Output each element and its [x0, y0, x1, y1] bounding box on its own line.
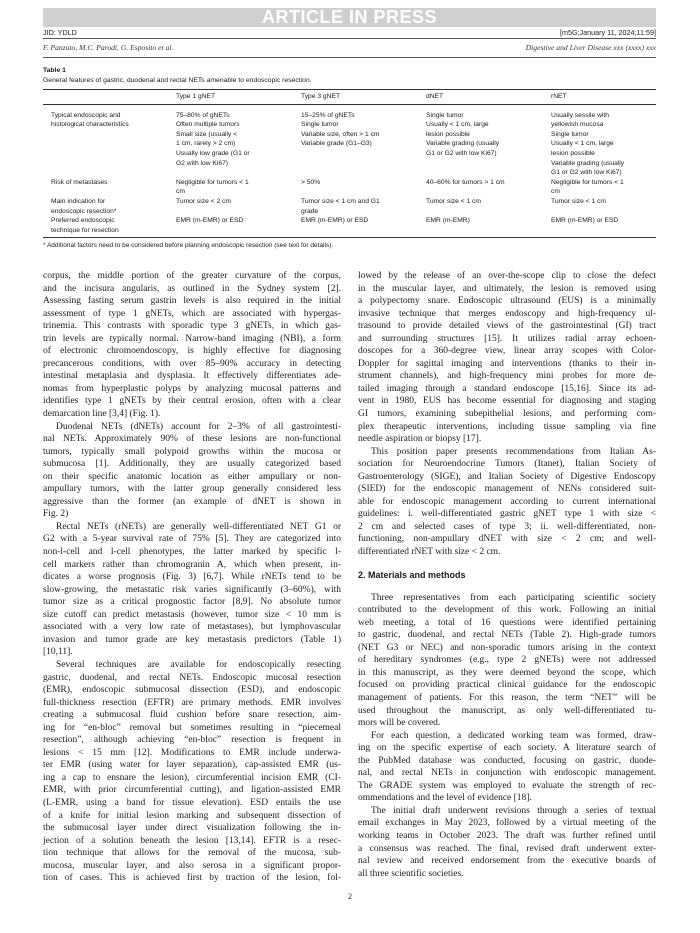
table-row-label — [43, 104, 176, 178]
cell-line: Usually < 1 cm, large — [426, 121, 489, 129]
header-rule — [43, 38, 656, 39]
cell-line: Often multiple tumors — [176, 121, 240, 129]
text-line: tumors, typically small polypoid growths within the mucosa or — [43, 446, 341, 457]
text-line: and surrounding structures [15]. It utilizes radial array echoen- — [358, 333, 656, 344]
text-line: the submucosal layer under direct visualization following the in- — [43, 823, 341, 834]
cell-line: Single tumor — [426, 111, 464, 119]
cell-line: histological characteristics — [51, 121, 129, 129]
text-line: nal, and rectal NETs in conjunction with endoscopic management. — [358, 768, 656, 779]
text-line: management of patients. For this reason, the term “NET” will be — [358, 692, 656, 703]
text-line: demarcation line [3,4] (Fig. 1). — [43, 409, 161, 420]
text-line: mucosa, muscular layer, and also serosa in a significant propor- — [43, 860, 341, 871]
text-line: Assessing fasting serum gastrin levels is also required in the initial — [43, 296, 341, 307]
cell-line: endoscopic resection* — [51, 207, 117, 215]
cell-line: Preferred endoscopic — [51, 217, 115, 225]
body-column-right — [358, 270, 656, 880]
text-line: able for endoscopic management according to current international — [358, 496, 656, 507]
cell-line: Variable size, often > 1 cm — [301, 130, 380, 138]
text-line: [10,11]. — [43, 647, 73, 658]
text-line: Rectal NETs (rNETs) are generally well-differentiated NET G1 or — [56, 521, 341, 532]
cell-line: G1 or G2 with low Ki67) — [426, 149, 497, 157]
table-cell — [176, 216, 301, 238]
text-line: tion technique that allows for the removal of the mucosa, sub- — [43, 848, 341, 859]
text-line: non-l-cell and l-cell phenotypes, the latter marked by specific l- — [43, 547, 341, 558]
text-line: needle aspiration or biopsy [17]. — [358, 434, 482, 445]
table-header-cell: Type 3 gNET — [301, 90, 426, 105]
cell-line: cm — [551, 188, 560, 196]
text-line: of hereditary syndromes (e.g., type 2 gNETs) were not addressed — [358, 655, 656, 666]
table-row-label — [43, 197, 176, 216]
table-row-label — [43, 216, 176, 238]
text-line: nal review and received endorsement from the executive boards of — [358, 856, 656, 867]
text-line: (NET G3 or NEC) and non-sporadic tumors arising in the context — [358, 642, 656, 653]
text-line: This position paper presents recommendations from Italian As- — [371, 446, 656, 457]
text-line: Fig. 2) — [43, 509, 69, 520]
text-line: doscopes for a 360-degree view, linear array scopes with Color- — [358, 346, 656, 357]
version-stamp: [m5G;January 11, 2024;11:59] — [559, 28, 656, 37]
cell-line: grade — [301, 207, 319, 215]
text-line: ing for “en-bloc” removal but sometimes resulting in “piecemeal — [43, 722, 341, 733]
cell-line: cm — [176, 188, 185, 196]
article-in-press-banner — [43, 8, 656, 27]
section-heading: 2. Materials and methods — [358, 569, 466, 580]
table-cell — [426, 104, 551, 178]
cell-line: EMR (m-EMR) or ESD — [301, 217, 369, 225]
text-line: tailed imaging through a standard endoscope [15,16]. Since its ad- — [358, 383, 656, 394]
text-line: tion of cases. This is achieved first by traction of the lesion, fol- — [43, 873, 341, 884]
text-line: in the muscular layer, and ultimately, the lesion is removed using — [358, 283, 656, 294]
text-line: gastric, duodenal, and rectal NETs. Endoscopic mucosal resection — [43, 672, 341, 683]
running-journal: Digestive and Liver Disease xxx (xxxx) xxx — [525, 43, 656, 52]
text-line: to gastric, duodenal, and rectal NETs (Table 2). High-grade tumors — [358, 630, 656, 641]
cell-line: lesion possible — [551, 149, 595, 157]
text-line: creating a submucosal fluid cushion before snare resection, aim- — [43, 710, 341, 721]
cell-line: technique for resection — [51, 226, 119, 234]
cell-line: yellowish mucosa — [551, 121, 604, 129]
cell-line: Tumor size < 2 cm — [176, 197, 231, 205]
text-line: (SIED) for the endoscopic management of NENs considered suit- — [358, 484, 656, 495]
cell-line: Variable grade (G1–G3) — [301, 140, 372, 148]
text-line: and the incisura angularis, as outlined in the Sydney system [2]. — [43, 283, 341, 294]
text-line: on their specific anatomic location as either ampullary or non- — [43, 471, 341, 482]
text-line: Several techniques are available for endoscopically resecting — [56, 659, 341, 670]
text-line: email exchanges in May 2023, followed by a virtual meeting of the — [358, 818, 656, 829]
text-line: aggressive than the former (an example of dNET is shown in — [43, 496, 341, 507]
cell-line: Negligible for tumors < 1 — [176, 178, 249, 186]
text-line: Gastroenterology (SIGE), and Italian Society of Digestive Endoscopy — [358, 471, 656, 482]
cell-line: Tumor size < 1 cm — [426, 197, 481, 205]
table-cell — [176, 178, 301, 197]
table-header-cell: dNET — [426, 90, 551, 105]
text-line: ter EMR (using water for layer separation), cap-assisted EMR (us- — [43, 760, 341, 771]
text-line: plex therapeutic interventions, including tissue sampling via fine — [358, 421, 656, 432]
table-title: Table 1 — [43, 67, 66, 74]
table-cell — [551, 178, 656, 197]
text-line: guidelines: i. well-differentiated gastric gNET type 1 with size < — [358, 509, 656, 520]
text-line: Doppler for sagittal imaging and interventions (thanks to their in- — [358, 358, 656, 369]
table-caption: General features of gastric, duodenal and rectal NETs amenable to endoscopic resection. — [43, 77, 312, 84]
table-cell — [426, 216, 551, 238]
cell-line: Usually low grade (G1 or — [176, 149, 250, 157]
text-line: intestinal metaplasia and dysplasia. It effectively differentiates ade- — [43, 371, 341, 382]
text-line: resection”, although achieving “en-bloc” resection is frequent in — [43, 735, 341, 746]
text-line: invasion and tumor grade are key metastasis predictors (Table 1) — [43, 634, 341, 645]
cell-line: Usually < 1 cm, large — [551, 140, 614, 148]
text-line: corpus, the middle portion of the greater curvature of the corpus, — [43, 271, 341, 281]
text-line: EMR, with prior circumferential cutting), and ligation-assisted EMR — [43, 785, 341, 796]
cell-line: EMR (m-EMR) or ESD — [176, 217, 244, 225]
table-header-cell: Type 1 gNET — [176, 90, 301, 105]
text-line: in this manuscript, as they were deemed beyond the scope, which — [358, 667, 656, 678]
text-line: G2 with a 5-year survival rate of 75% [5]. They are categorized into — [43, 534, 341, 545]
text-line: the PubMed database was conducted, focusing on gastric, duode- — [358, 755, 656, 766]
text-line: size cutoff can predict metastasis (however, tumor size < 10 mm is — [43, 609, 341, 620]
cell-line: EMR (m-EMR) or ESD — [551, 217, 619, 225]
table-row-label — [43, 178, 176, 197]
table-header-cell: rNET — [551, 90, 656, 105]
text-line: focused on providing practical clinical guidance for the endoscopic — [358, 680, 656, 691]
text-line: of electronic chromoendoscopy, is highly effective for diagnosing — [43, 346, 341, 357]
text-line: all three scientific societies. — [358, 868, 464, 879]
text-line: submucosa [1]. Additionally, they are usually categorized based — [43, 459, 341, 470]
text-line: ing a cap to ensnare the lesion), circumferential incision EMR (CI- — [43, 772, 341, 783]
cell-line: Variable grading (usually — [551, 159, 625, 167]
cell-line: G2 with low Ki67) — [176, 159, 229, 167]
cell-line: 15–25% of gNETs — [301, 111, 355, 119]
text-line: nomas from hyperplastic polyps by analyzing mucosal patterns and — [43, 383, 341, 394]
table-row — [43, 104, 656, 178]
text-line: mors will be covered. — [358, 718, 441, 729]
body-column-left — [43, 270, 341, 885]
text-line: The GRADE system was employed to evaluate the strength of rec- — [358, 780, 656, 791]
text-line: differentiated rNET with size < 2 cm. — [358, 547, 501, 558]
paragraph-gap — [358, 582, 656, 592]
table-cell — [301, 197, 426, 216]
cell-line: > 50% — [301, 178, 321, 186]
text-line: jection of a solution beneath the lesion [13,14]. EFTR is a resec- — [43, 835, 341, 846]
text-line: invasive technique that merges endoscopy and high-frequency ul- — [358, 308, 656, 319]
table-cell — [176, 104, 301, 178]
text-line: cell markers rather than chromogranin A, which when present, in- — [43, 559, 341, 570]
text-line: ing on the specific expertise of each society. A literature search of — [358, 743, 656, 754]
text-line: (EMR), endoscopic submucosal dissection (ESD), and endoscopic — [43, 685, 341, 696]
cell-line: lesion possible — [426, 130, 470, 138]
cell-line: Negligible for tumors < 1 — [551, 178, 624, 186]
text-line: used throughout the manuscript, as only well-differentiated tu- — [358, 705, 656, 716]
text-line: For each question, a dedicated working team was formed, draw- — [371, 730, 656, 741]
text-line: lowed by the release of an over-the-scope clip to close the defect — [358, 271, 656, 281]
journal-id: JID: YDLD — [43, 28, 77, 37]
cell-line: G1 or G2 with low Ki67) — [551, 169, 622, 177]
text-line: lesions < 15 mm [12]. Modifications to EMR include underwa- — [43, 747, 341, 758]
text-line: trasound to provide detailed views of the gastrointestinal (GI) tract — [358, 321, 656, 332]
cell-line: Tumor size < 1 cm — [551, 197, 606, 205]
table-cell — [301, 104, 426, 178]
text-line: functioning, non-ampullary dNET with size < 2 cm; and well- — [358, 534, 656, 545]
banner-text: ARTICLE IN PRESS — [261, 7, 438, 27]
text-line: a polypectomy snare. Endoscopic ultrasound (EUS) is a minimally — [358, 296, 656, 307]
text-line: sociation for Neuroendocrine Tumors (Itanet), Italian Society of — [358, 459, 656, 470]
table-cell — [176, 197, 301, 216]
table-cell — [426, 197, 551, 216]
table-header-cell — [43, 90, 176, 105]
text-line: full-thickness resection (EFTR) are primary methods. EMR involves — [43, 697, 341, 708]
text-line: strument channels), and high-frequency mini probes for more de- — [358, 371, 656, 382]
table-cell — [301, 178, 426, 197]
text-line: precancerous conditions, with over 85–90% accuracy in detecting — [43, 358, 341, 369]
text-line: Duodenal NETs (dNETs) account for 2–3% of all gastrointesti- — [56, 421, 341, 432]
text-line: ommendations and the level of evidence [18]. — [358, 793, 532, 804]
cell-line: Single tumor — [301, 121, 339, 129]
cell-line: Single tumor — [551, 130, 589, 138]
table-header-row — [43, 90, 656, 105]
text-line: The initial draft underwent revisions through a series of textual — [371, 805, 656, 816]
text-line: trin levels are typically normal. Narrow-band imaging (NBI), a form — [43, 333, 341, 344]
running-authors: F. Panzuto, M.C. Parodi, G. Esposito et al. — [43, 43, 174, 52]
table-cell — [301, 216, 426, 238]
cell-line: Risk of metastases — [51, 178, 108, 186]
page-number: 2 — [348, 892, 352, 901]
text-line: tumor size as a critical prognostic factor [8,9]. No absolute tumor — [43, 597, 341, 608]
text-line: of a knife for initial lesion marking and subsequent dissection of — [43, 810, 341, 821]
paragraph-gap — [358, 559, 656, 569]
cell-line: Usually sessile with — [551, 111, 609, 119]
table-cell — [551, 104, 656, 178]
text-line: working teams in October 2023. The draft was further refined until — [358, 830, 656, 841]
text-line: web meeting, a total of 16 questions were identified pertaining — [358, 617, 656, 628]
text-line: assessment of type 1 gNETs, which are associated with hypergas- — [43, 308, 341, 319]
text-line: Three representatives from each participating scientific society — [371, 592, 656, 603]
text-line: trinemia. This contrasts with sporadic type 3 gNETs, in which gas- — [43, 321, 341, 332]
cell-line: Variable grading (usually — [426, 140, 500, 148]
text-line: nal NETs. Approximately 90% of these lesions are non-functional — [43, 434, 341, 445]
text-line: identifies type 1 gNETs by their central erosion, often with a clear — [43, 396, 341, 407]
cell-line: EMR (m-EMR) — [426, 217, 470, 225]
text-line: a consensus was reached. The final, revised draft underwent exter- — [358, 843, 656, 854]
cell-line: 40–60% for tumors > 1 cm — [426, 178, 505, 186]
cell-line: Small size (usually < — [176, 130, 238, 138]
table-cell — [551, 197, 656, 216]
table-row — [43, 178, 656, 197]
text-line: dicates a worse prognosis (Fig. 3) [6,7]. While rNETs tend to be — [43, 572, 341, 583]
text-line: ampullary tumors, with the latter group generally considered less — [43, 484, 341, 495]
text-line: contributed to the development of this work. Following an initial — [358, 605, 656, 616]
cell-line: 1 cm, rarely > 2 cm) — [176, 140, 236, 148]
table-row — [43, 197, 656, 216]
table-row — [43, 216, 656, 238]
table-footnote: * Additional factors need to be considered before planning endoscopic resection (see text for details). — [43, 242, 334, 249]
header-rule-2 — [43, 57, 656, 58]
text-line: 2 cm and selected cases of type 3; ii. well-differentiated, non- — [358, 521, 656, 532]
text-line: (L-EMR, using a band for tissue elevation). ESD entails the use — [43, 797, 341, 808]
text-line: associated with a very low rate of metastases), but lymphovascular — [43, 622, 341, 633]
cell-line: Main indication for — [51, 197, 106, 205]
text-line: GI tumors, examining subepithelial lesions, and performing com- — [358, 409, 656, 420]
cell-line: Tumor size < 1 cm and G1 — [301, 197, 380, 205]
text-line: slow-growing, the metastatic risk varies significantly (3–60%), with — [43, 584, 341, 595]
table-cell — [551, 216, 656, 238]
text-line: vent in 1980, EUS has become essential for diagnosing and staging — [358, 396, 656, 407]
cell-line: 75–80% of gNETs — [176, 111, 230, 119]
net-features-table — [43, 89, 656, 238]
table-cell — [426, 178, 551, 197]
cell-line: Typical endoscopic and — [51, 111, 121, 119]
